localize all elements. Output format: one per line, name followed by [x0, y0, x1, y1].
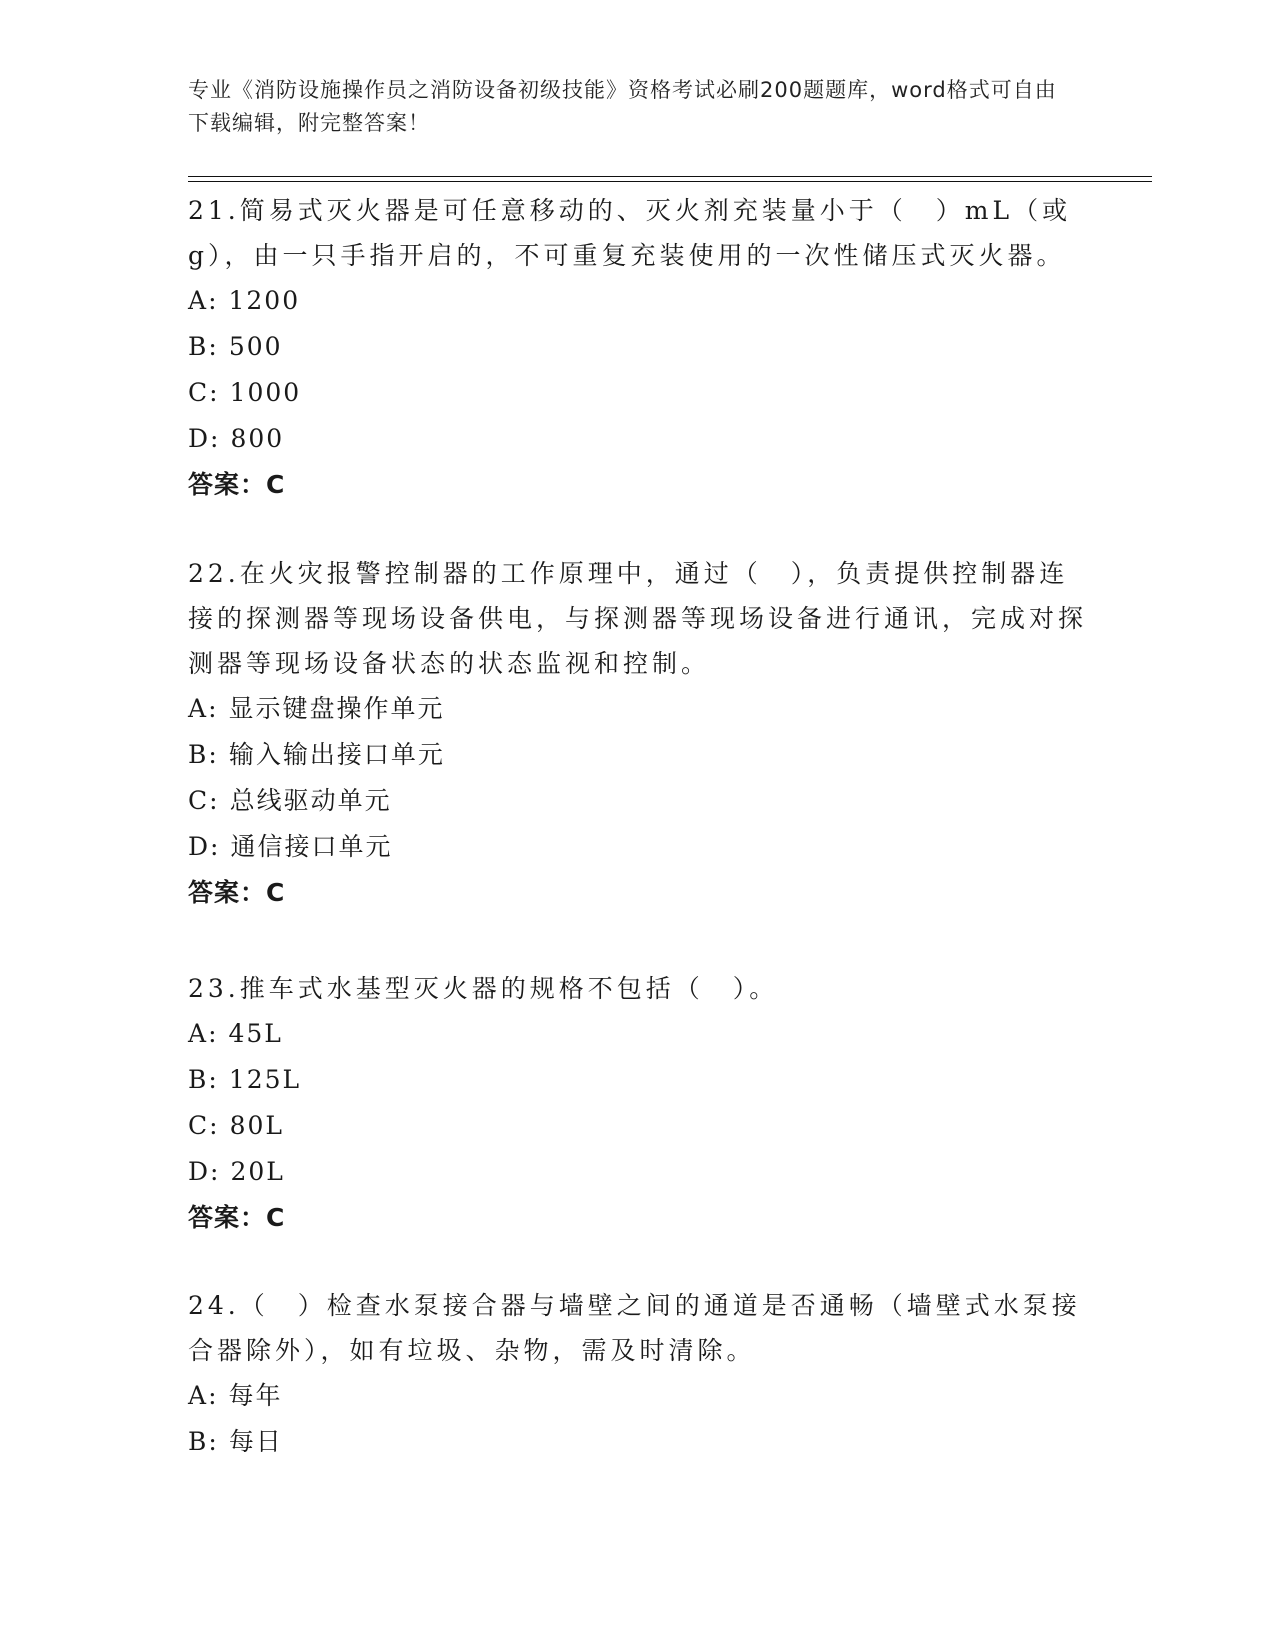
option-separator: :	[209, 378, 220, 407]
option-separator: :	[209, 786, 220, 815]
option-b	[188, 732, 1088, 778]
option-key: A	[188, 1381, 209, 1410]
question-stem: 23.推车式水基型灭火器的规格不包括（ ）。	[188, 974, 779, 1003]
question-stem: 22.在火灾报警控制器的工作原理中，通过（ ），负责提供控制器连接的探测器等现场设备供电，与探测器等现场设备进行通讯，完成对探测器等现场设备状态的状态监视和控制。	[188, 559, 1088, 678]
option-key: C	[188, 378, 210, 407]
option-separator: :	[208, 1065, 219, 1094]
question-24	[188, 1283, 1088, 1465]
option-text: 45L	[228, 1019, 283, 1048]
answer-line: 答案：C	[188, 878, 286, 907]
option-separator: :	[208, 332, 219, 361]
option-text: 800	[230, 424, 285, 453]
option-separator: :	[210, 832, 221, 861]
option-b	[188, 324, 1088, 370]
option-c	[188, 778, 1088, 824]
document-header: 专业《消防设施操作员之消防设备初级技能》资格考试必刷200题题库，word格式可自由下载编辑，附完整答案！	[188, 78, 1057, 135]
option-b	[188, 1057, 1088, 1103]
option-c	[188, 1103, 1088, 1149]
option-a	[188, 1373, 1088, 1419]
answer-line: 答案：C	[188, 1203, 286, 1232]
option-key: B	[188, 332, 209, 361]
question-stem: 24.（ ）检查水泵接合器与墙壁之间的通道是否通畅（墙壁式水泵接合器除外），如有垃圾、杂物，需及时清除。	[188, 1291, 1081, 1365]
option-key: B	[188, 1427, 209, 1456]
option-d	[188, 824, 1088, 870]
answer-line: 答案：C	[188, 470, 286, 499]
option-separator: :	[208, 1381, 219, 1410]
option-text: 通信接口单元	[230, 832, 393, 861]
option-separator: :	[208, 740, 219, 769]
question-stem: 21.简易式灭火器是可任意移动的、灭火剂充装量小于（ ）mL（或g），由一只手指开启的，不可重复充装使用的一次性储压式灭火器。	[188, 196, 1072, 270]
option-text: 总线驱动单元	[229, 786, 392, 815]
option-separator: :	[210, 1157, 221, 1186]
option-key: B	[188, 740, 209, 769]
question-22	[188, 551, 1088, 916]
option-key: A	[188, 286, 209, 315]
option-text: 500	[228, 332, 283, 361]
option-separator: :	[208, 1019, 219, 1048]
option-text: 每日	[228, 1427, 283, 1456]
question-23	[188, 966, 1088, 1241]
option-key: D	[188, 1157, 211, 1186]
option-separator: :	[209, 1111, 220, 1140]
option-d	[188, 1149, 1088, 1195]
option-key: B	[188, 1065, 209, 1094]
option-separator: :	[210, 424, 221, 453]
option-separator: :	[208, 1427, 219, 1456]
question-21	[188, 188, 1088, 508]
option-text: 每年	[228, 1381, 283, 1410]
option-text: 输入输出接口单元	[228, 740, 445, 769]
option-text: 20L	[230, 1157, 285, 1186]
option-key: C	[188, 1111, 210, 1140]
option-text: 125L	[228, 1065, 302, 1094]
option-a	[188, 686, 1088, 732]
option-a	[188, 1011, 1088, 1057]
option-text: 80L	[229, 1111, 284, 1140]
option-text: 1200	[228, 286, 301, 315]
option-key: C	[188, 786, 210, 815]
header-rule-top	[188, 176, 1152, 177]
option-key: A	[188, 694, 209, 723]
option-key: D	[188, 832, 211, 861]
option-key: A	[188, 1019, 209, 1048]
option-text: 显示键盘操作单元	[228, 694, 445, 723]
header-rule-bottom	[188, 181, 1152, 182]
option-text: 1000	[229, 378, 302, 407]
option-b	[188, 1419, 1088, 1465]
option-key: D	[188, 424, 211, 453]
option-a	[188, 278, 1088, 324]
option-d	[188, 416, 1088, 462]
option-separator: :	[208, 286, 219, 315]
option-separator: :	[208, 694, 219, 723]
option-c	[188, 370, 1088, 416]
